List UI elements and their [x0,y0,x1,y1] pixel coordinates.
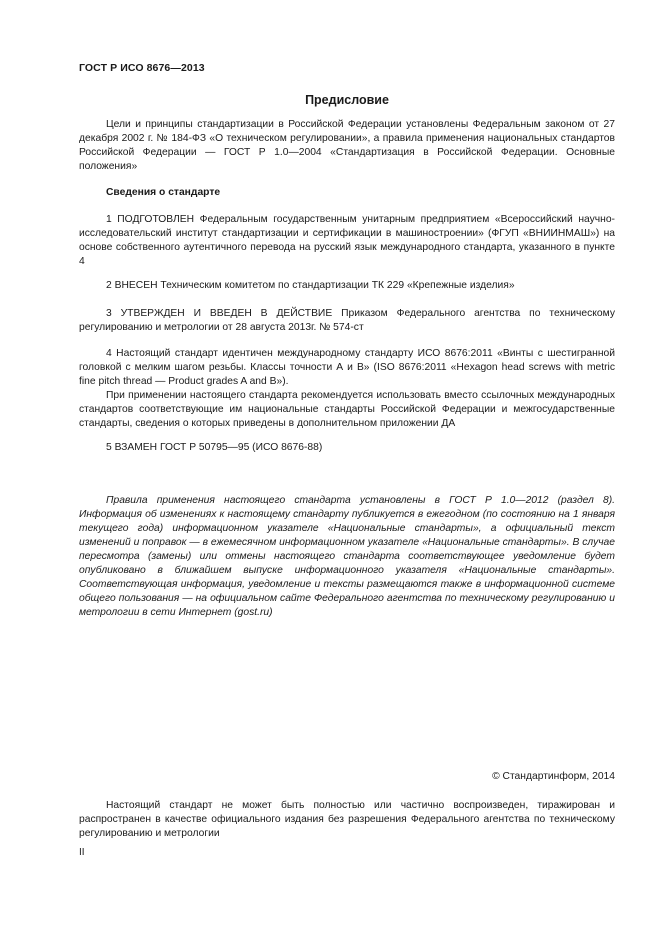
item-2-block [79,279,615,293]
reproduction-block [79,799,615,841]
intro-paragraph: Цели и принципы стандартизации в Российской Федерации установлены Федеральным законом от 27 декабря 2002 г. № 184-ФЗ «О техническом регулировании», а правила применения национальных стандартов Российской Федерации — ГОСТ Р 1.0—2004 «Стандартизация в Российской Федерации. Основные положения» [79,119,615,172]
page-title: Предисловие [305,93,389,107]
item-2: 2 ВНЕСЕН Техническим комитетом по стандартизации ТК 229 «Крепежные изделия» [106,280,515,291]
item-5-block [79,441,615,455]
document-code: ГОСТ Р ИСО 8676—2013 [79,62,205,74]
intro-block [79,118,615,174]
reproduction-notice: Настоящий стандарт не может быть полностью или частично воспроизведен, тиражирован и распространен в качестве официального издания без разрешения Федерального агентства по техническому регулированию и метрологии [79,800,615,839]
item-5: 5 ВЗАМЕН ГОСТ Р 50795—95 (ИСО 8676-88) [106,442,323,453]
item-4: 4 Настоящий стандарт идентичен международному стандарту ИСО 8676:2011 «Винты с шестигранной головкой с мелким шагом резьбы. Классы точности А и В» (ISO 8676:2011 «Hexagon head screws with metric fine pitch thread — Product grades A and B»). [79,348,615,387]
info-heading-block [79,186,615,200]
item-3: 3 УТВЕРЖДЕН И ВВЕДЕН В ДЕЙСТВИЕ Приказом Федерального агентства по техническому регулированию и метрологии от 28 августа 2013г. № 574-ст [79,308,615,333]
notice-block [79,494,615,620]
notice-paragraph: Правила применения настоящего стандарта установлены в ГОСТ Р 1.0—2012 (раздел 8). Информация об изменениях к настоящему стандарту публикуется в ежегодном (по состоянию на 1 января текущего года) информационном указателе «Национальные стандарты», а официальный текст изменений и поправок — в ежемесячном информационном указателе «Национальные стандарты». В случае пересмотра (замены) или отмены настоящего стандарта соответствующее уведомление будет опубликовано в ближайшем выпуске информационного указателя «Национальные стандарты». Соответствующая информация, уведомление и тексты размещаются также в информационной системе общего пользования — на официальном сайте Федерального агентства по техническому регулированию и метрологии в сети Интернет (gost.ru) [79,495,615,618]
item-4-note: При применении настоящего стандарта рекомендуется использовать вместо ссылочных международных стандартов соответствующие им национальные стандарты Российской Федерации и межгосударственные стандарты, сведения о которых приведены в дополнительном приложении ДА [79,390,615,429]
item-4-block [79,347,615,431]
page-number: II [79,847,85,858]
item-1-block [79,213,615,269]
item-1: 1 ПОДГОТОВЛЕН Федеральным государственным унитарным предприятием «Всероссийский научно-исследовательский институт стандартизации и сертификации в машиностроении» (ФГУП «ВНИИНМАШ») на основе собственного аутентичного перевода на русский язык международного стандарта, указанного в пункте 4 [79,214,615,267]
copyright: © Стандартинформ, 2014 [492,771,615,782]
info-heading: Сведения о стандарте [106,187,221,198]
item-3-block [79,307,615,335]
